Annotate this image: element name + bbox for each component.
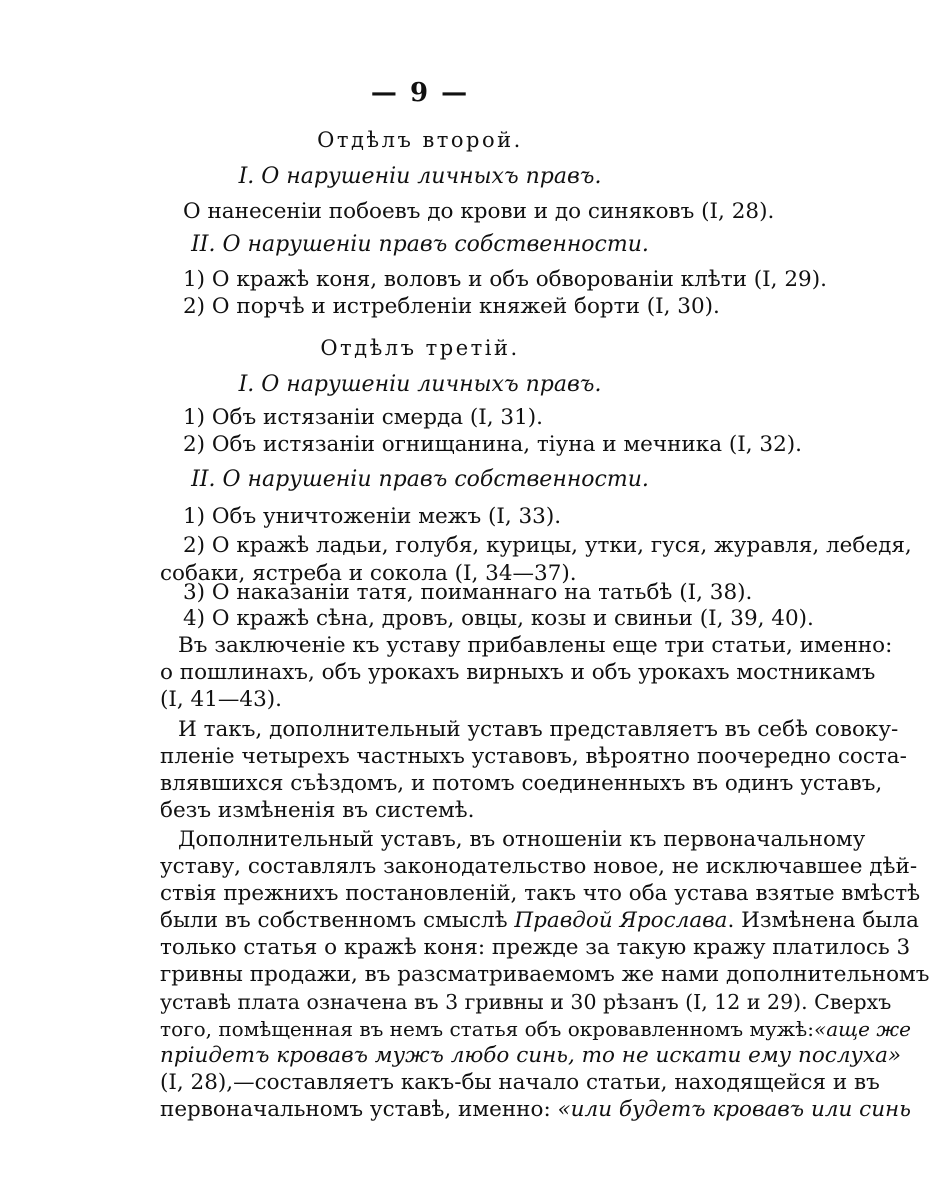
paragraph-3-line: только статья о кражѣ коня: прежде за такую кражу платилось 3: [160, 935, 911, 960]
text-span: были въ собственномъ смыслѣ: [160, 908, 508, 933]
list-item: 3) О наказаніи татя, поиманнаго на татьбѣ (I, 38).: [183, 580, 753, 605]
paragraph-3-line: уставѣ плата означена въ 3 гривны и 30 рѣзанъ (I, 12 и 29). Сверхъ: [160, 990, 892, 1014]
page-number: — 9 —: [370, 78, 470, 108]
section-3-subheading-2: II. О нарушеніи правъ собственности.: [191, 467, 649, 492]
list-item: 1) Объ истязаніи смерда (I, 31).: [183, 405, 543, 430]
section-3-title: Отдѣлъ третій.: [320, 336, 520, 360]
paragraph-3-line: гривны продажи, въ разсматриваемомъ же нами дополнительномъ: [160, 962, 929, 987]
paragraph-3-line: [160, 907, 919, 935]
paragraph-2-line: пленіе четырехъ частныхъ уставовъ, вѣроятно поочередно соста-: [160, 744, 907, 769]
list-item: 4) О кражѣ сѣна, дровъ, овцы, козы и свиньи (I, 39, 40).: [183, 606, 814, 631]
italic-quote: «или будетъ кровавъ или синь: [557, 1097, 911, 1122]
list-item: 2) О кражѣ ладьи, голубя, курицы, утки, гуся, журавля, лебедя,: [183, 533, 912, 558]
paragraph-1-line: Въ заключеніе къ уставу прибавлены еще три статьи, именно:: [178, 633, 893, 658]
paragraph-3-line: уставу, составлялъ законодательство новое, не исключавшее дѣй-: [160, 854, 918, 879]
section-2-title: Отдѣлъ второй.: [317, 128, 523, 152]
section-2-subheading-1: I. О нарушеніи личныхъ правъ.: [238, 164, 602, 189]
paragraph-2-line: влявшихся съѣздомъ, и потомъ соединенныхъ въ одинъ уставъ,: [160, 771, 883, 796]
text-span: первоначальномъ уставѣ, именно:: [160, 1097, 551, 1122]
text-span: того, помѣщенная въ немъ статья объ окровавленномъ мужѣ:: [160, 1017, 814, 1041]
paragraph-3-line: Дополнительный уставъ, въ отношеніи къ первоначальному: [178, 827, 866, 852]
paragraph-3-line: (I, 28),—составляетъ какъ-бы начало статьи, находящейся и въ: [160, 1070, 880, 1095]
list-item: 2) О порчѣ и истребленіи княжей борти (I, 30).: [183, 294, 720, 319]
list-item: 2) Объ истязаніи огнищанина, тіуна и мечника (I, 32).: [183, 432, 802, 457]
list-item: 1) О кражѣ коня, воловъ и объ обворованіи клѣти (I, 29).: [183, 267, 827, 292]
italic-title: Правдой Ярослава: [514, 908, 728, 933]
list-item-continuation: собаки, ястреба и сокола (I, 34—37).: [160, 561, 577, 586]
italic-quote-line: пріидетъ кровавъ мужъ любо синь, то не искати ему послуха»: [160, 1043, 902, 1068]
paragraph-1-line: о пошлинахъ, объ урокахъ вирныхъ и объ урокахъ мостникамъ: [160, 660, 876, 685]
list-item: 1) Объ уничтоженіи межъ (I, 33).: [183, 504, 562, 529]
paragraph-1-line: (I, 41—43).: [160, 687, 282, 712]
italic-quote: «аще же: [813, 1017, 911, 1041]
paragraph-2-line: безъ измѣненія въ системѣ.: [160, 798, 475, 823]
text-span: . Измѣнена была: [727, 908, 919, 933]
paragraph-3-line: [160, 1015, 911, 1043]
section-2-item: О нанесеніи побоевъ до крови и до синяковъ (I, 28).: [183, 199, 775, 224]
paragraph-3-line: ствія прежнихъ постановленій, такъ что оба устава взятые вмѣстѣ: [160, 881, 921, 906]
section-3-subheading-1: I. О нарушеніи личныхъ правъ.: [238, 372, 602, 397]
section-2-subheading-2: II. О нарушеніи правъ собственности.: [191, 232, 649, 257]
paragraph-3-line: [160, 1096, 911, 1124]
paragraph-2-line: И такъ, дополнительный уставъ представляетъ въ себѣ совоку-: [178, 717, 899, 742]
